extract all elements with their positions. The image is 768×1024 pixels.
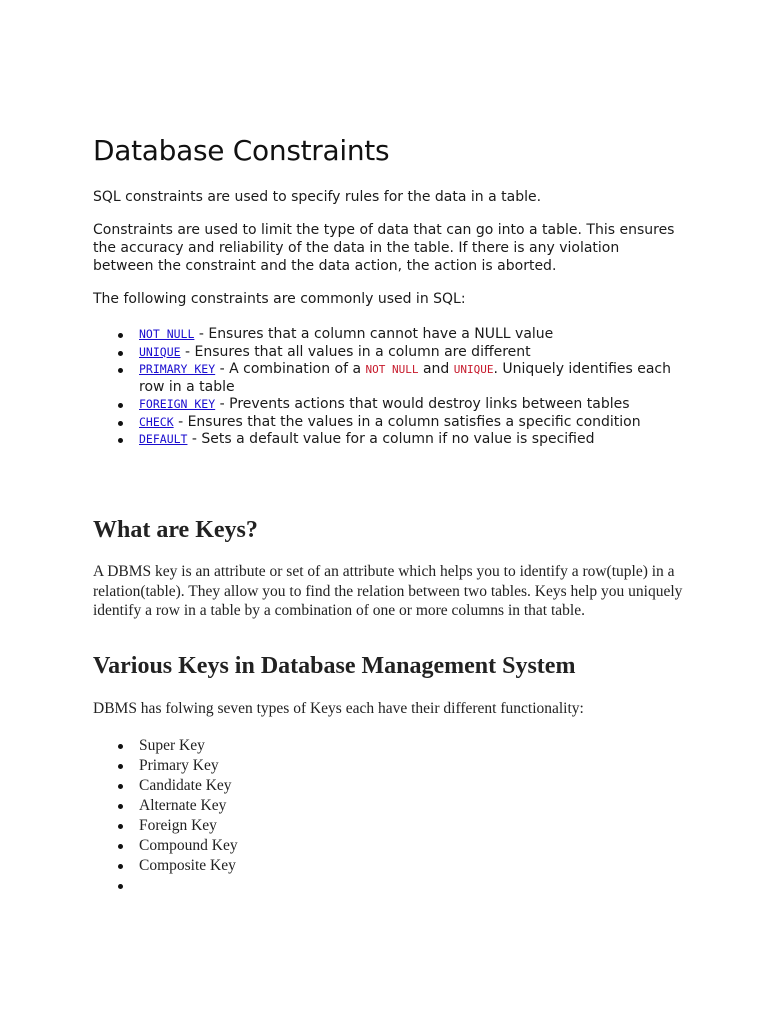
constraint-link-unique[interactable]: UNIQUE	[139, 344, 181, 359]
constraint-description: - Sets a default value for a column if no value is specified	[187, 431, 595, 447]
list-item: Compound Key	[93, 836, 683, 856]
list-item	[93, 431, 683, 449]
list-item: Candidate Key	[93, 776, 683, 796]
constraint-link-not-null[interactable]: NOT NULL	[139, 327, 195, 341]
constraint-link-primary-key[interactable]: PRIMARY KEY	[139, 362, 216, 376]
list-item: Primary Key	[93, 756, 683, 776]
constraint-description: - Ensures that the values in a column satisfies a specific condition	[173, 413, 641, 430]
list-item	[93, 414, 683, 432]
list-item	[93, 344, 683, 362]
constraint-description: and	[418, 361, 454, 377]
list-item: Alternate Key	[93, 796, 683, 816]
various-keys-paragraph: DBMS has folwing seven types of Keys each have their different functionality:	[93, 700, 584, 717]
list-item: Composite Key	[93, 856, 683, 876]
list-item: Super Key	[93, 736, 683, 756]
constraint-description: - Prevents actions that would destroy links between tables	[215, 396, 630, 412]
intro-paragraph: SQL constraints are used to specify rules for the data in a table.	[93, 189, 542, 205]
list-item	[93, 326, 683, 344]
constraint-description: - Ensures that a column cannot have a NULL value	[194, 326, 554, 342]
constraints-paragraph: Constraints are used to limit the type of data that can go into a table. This ensures the accuracy and reliability of the data in the table. If there is any violation between the constraint and the data action, the action is aborted.	[93, 222, 675, 274]
various-keys-heading: Various Keys in Database Management System	[93, 653, 576, 679]
list-item: Foreign Key	[93, 816, 683, 836]
constraint-description: - Ensures that all values in a column are different	[180, 343, 531, 360]
constraint-link-foreign-key[interactable]: FOREIGN KEY	[139, 397, 216, 411]
constraints-list	[93, 326, 683, 449]
key-types-list	[93, 736, 683, 896]
constraint-description: . Uniquely identifies each row in a table	[139, 361, 672, 395]
list-item	[93, 876, 683, 896]
constraint-description: - A combination of a	[215, 361, 366, 377]
inline-code-not-null: NOT NULL	[365, 363, 419, 376]
constraint-link-default[interactable]: DEFAULT	[139, 432, 188, 446]
constraint-link-check[interactable]: CHECK	[139, 414, 174, 429]
keys-heading: What are Keys?	[93, 517, 258, 543]
following-paragraph: The following constraints are commonly used in SQL:	[93, 291, 466, 307]
list-item	[93, 396, 683, 414]
page-title: Database Constraints	[93, 134, 390, 167]
inline-code-unique: UNIQUE	[453, 363, 494, 376]
keys-paragraph: A DBMS key is an attribute or set of an attribute which helps you to identify a row(tuple) in a relation(table). They allow you to find the relation between two tables. Keys help you uniquely identify a row in a table by a combination of one or more columns in that table.	[93, 563, 683, 619]
list-item	[93, 361, 683, 396]
